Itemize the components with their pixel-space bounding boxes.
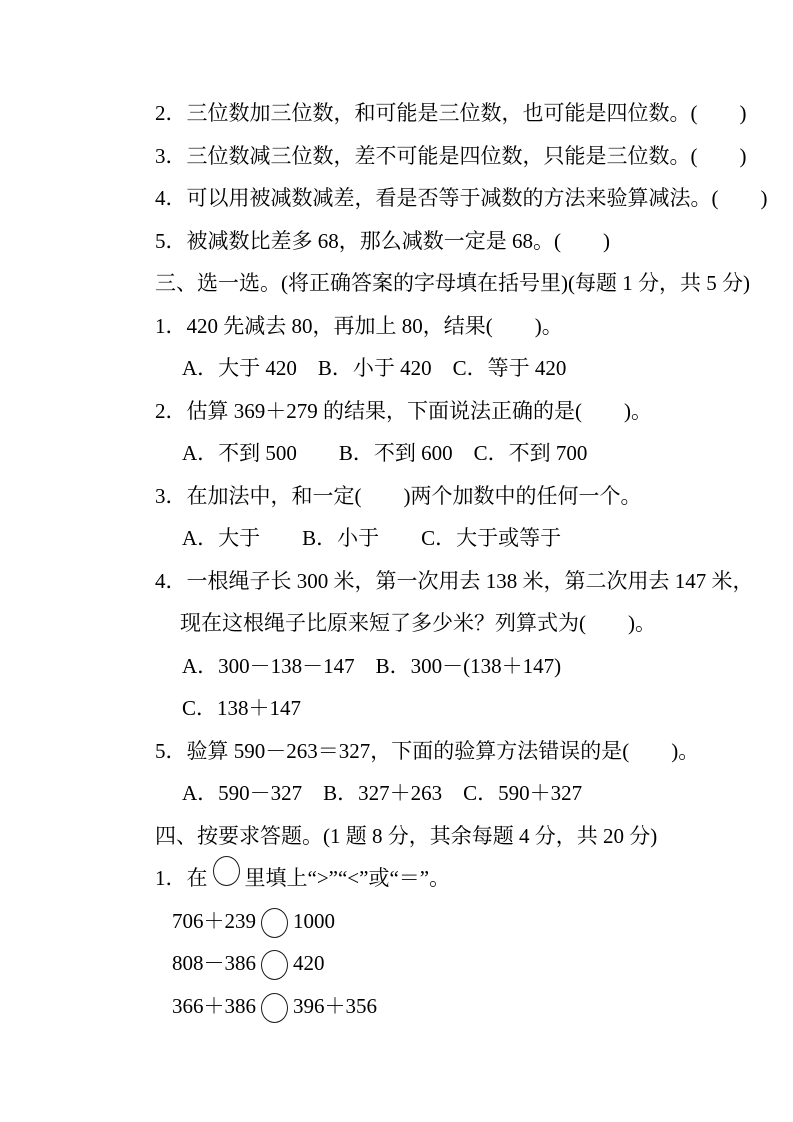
comparison-right: 420 [293, 951, 325, 975]
comparison-left: 366＋386 [172, 993, 256, 1018]
s3-q3-options: A．大于 B．小于 C．大于或等于 [182, 526, 562, 550]
judge-item-5: 5．被减数比差多 68，那么减数一定是 68。( ) [155, 228, 610, 253]
answer-circle-icon [261, 950, 288, 980]
s3-q4-options-line1: A．300－138－147 B．300－(138＋147) [182, 653, 562, 678]
comparison-right: 1000 [293, 908, 335, 933]
s3-q1-options: A．大于 420 B．小于 420 C．等于 420 [182, 356, 567, 380]
judge-item-3: 3．三位数减三位数，差不可能是四位数，只能是三位数。( ) [155, 143, 747, 168]
s4-q1-instruction-pre: 1．在 [155, 866, 208, 890]
s3-q2-options: A．不到 500 B．不到 600 C．不到 700 [182, 441, 588, 465]
s3-q2-stem: 2．估算 369＋279 的结果，下面说法正确的是( )。 [155, 398, 652, 423]
s3-q4-options-line2: C．138＋147 [182, 696, 302, 720]
comparison-right: 396＋356 [293, 993, 377, 1018]
judge-item-4: 4．可以用被减数减差，看是否等于减数的方法来验算减法。( ) [155, 186, 768, 210]
judge-item-2: 2．三位数加三位数，和可能是三位数，也可能是四位数。( ) [155, 101, 747, 125]
section4-heading: 四、按要求答题。(1 题 8 分，其余每题 4 分，共 20 分) [155, 823, 658, 848]
s3-q5-stem: 5．验算 590－263＝327，下面的验算方法错误的是( )。 [155, 738, 700, 763]
s3-q5-options: A．590－327 B．327＋263 C．590＋327 [182, 781, 583, 805]
s4-q1-instruction-post: 里填上“>”“<”或“＝”。 [244, 866, 451, 890]
answer-circle-icon [261, 908, 288, 938]
comparison-row [155, 900, 715, 943]
answer-circle-icon [261, 993, 288, 1023]
worksheet-content [155, 92, 768, 1027]
s4-q1-instruction [155, 857, 715, 900]
answer-circle-icon [213, 856, 240, 886]
section3-heading: 三、选一选。(将正确答案的字母填在括号里)(每题 1 分，共 5 分) [155, 271, 750, 295]
s3-q4-stem-line1: 4．一根绳子长 300 米，第一次用去 138 米，第二次用去 147 米， [155, 568, 754, 593]
comparison-left: 706＋239 [172, 908, 256, 933]
comparison-row [155, 942, 715, 985]
s3-q4-stem-line2: 现在这根绳子比原来短了多少米？列算式为( )。 [180, 611, 656, 635]
comparison-left: 808－386 [172, 951, 256, 975]
s3-q1-stem: 1．420 先减去 80，再加上 80，结果( )。 [155, 313, 563, 338]
s3-q3-stem: 3．在加法中，和一定( )两个加数中的任何一个。 [155, 483, 642, 508]
comparison-row [155, 985, 715, 1028]
